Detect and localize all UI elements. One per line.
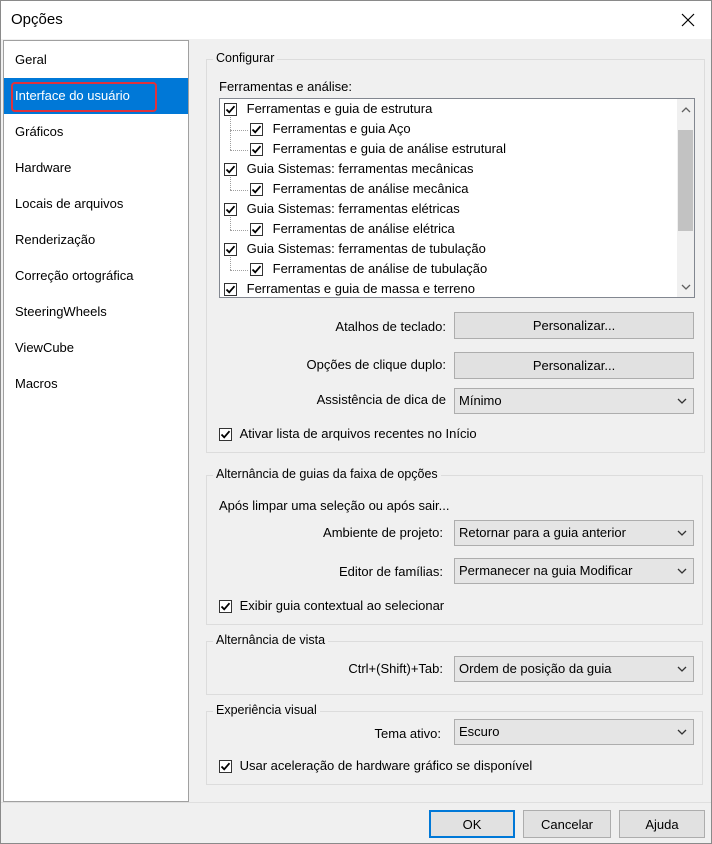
chevron-down-icon <box>677 398 687 404</box>
checkmark-icon <box>251 144 262 155</box>
tooltip-select[interactable] <box>454 388 694 414</box>
recent-files-option[interactable] <box>219 426 477 441</box>
checkbox[interactable] <box>250 223 263 236</box>
checkmark-icon <box>225 244 236 255</box>
tree-item[interactable] <box>224 239 486 259</box>
tree-scrollbar[interactable] <box>677 99 694 297</box>
tree-item-label: Guia Sistemas: ferramentas de tubulação <box>246 241 486 256</box>
view-switch-value: Ordem de posição da guia <box>459 661 612 676</box>
checkbox[interactable] <box>250 123 263 136</box>
family-editor-label: Editor de famílias: <box>338 564 443 579</box>
checkmark-icon <box>225 164 236 175</box>
sidebar-item-renderizacao[interactable]: Renderização <box>15 232 96 247</box>
cancel-button[interactable]: Cancelar <box>523 810 611 838</box>
family-editor-select[interactable] <box>454 558 694 584</box>
sidebar-item-locais[interactable]: Locais de arquivos <box>15 196 124 211</box>
ribbon-title: Alternância de guias da faixa de opções <box>213 467 441 481</box>
help-button[interactable]: Ajuda <box>619 810 705 838</box>
checkbox[interactable] <box>224 203 237 216</box>
tree-item[interactable] <box>224 99 432 119</box>
checkmark-icon <box>251 184 262 195</box>
tree-item-label: Guia Sistemas: ferramentas mecânicas <box>246 161 474 176</box>
scroll-thumb[interactable] <box>678 130 693 231</box>
tree-item[interactable] <box>224 279 475 298</box>
tree-item-label: Ferramentas de análise mecânica <box>272 181 469 196</box>
tree-item[interactable] <box>250 119 411 139</box>
sidebar-item-interface[interactable]: Interface do usuário <box>4 78 188 114</box>
close-icon <box>681 13 695 27</box>
sidebar-item-hardware[interactable]: Hardware <box>15 160 72 175</box>
tree-item-label: Ferramentas e guia Aço <box>272 121 411 136</box>
tree-connector <box>230 270 248 271</box>
tree-item-label: Ferramentas e guia de análise estrutural <box>272 141 507 156</box>
tree-connector <box>230 117 231 150</box>
checkbox[interactable] <box>224 283 237 296</box>
checkbox[interactable] <box>224 243 237 256</box>
visual-title: Experiência visual <box>213 703 320 717</box>
ribbon-after-label: Após limpar uma seleção ou após sair... <box>219 498 450 513</box>
configure-title: Configurar <box>213 51 277 65</box>
checkbox[interactable] <box>224 163 237 176</box>
scroll-down-button[interactable] <box>677 278 694 295</box>
tree-item-label: Ferramentas e guia de massa e terreno <box>246 281 475 296</box>
checkmark-icon <box>225 284 236 295</box>
tree-item[interactable] <box>250 259 487 279</box>
tree-item-label: Ferramentas de análise de tubulação <box>272 261 488 276</box>
checkbox[interactable] <box>250 263 263 276</box>
chevron-down-icon <box>677 666 687 672</box>
checkmark-icon <box>251 224 262 235</box>
contextual-tab-label: Exibir guia contextual ao selecionar <box>239 598 445 613</box>
contextual-tab-checkbox[interactable] <box>219 600 232 613</box>
close-button[interactable] <box>665 1 711 39</box>
chevron-down-icon <box>677 530 687 536</box>
ok-button[interactable]: OK <box>429 810 515 838</box>
footer-separator <box>1 802 711 803</box>
sidebar-item-geral[interactable]: Geral <box>15 52 47 67</box>
category-list <box>3 40 189 802</box>
recent-files-label: Ativar lista de arquivos recentes no Início <box>239 426 477 441</box>
tree-item[interactable] <box>224 199 460 219</box>
scroll-up-button[interactable] <box>677 101 694 118</box>
dialog-title: Opções <box>11 11 63 28</box>
project-env-value: Retornar para a guia anterior <box>459 525 626 540</box>
checkmark-icon <box>251 124 262 135</box>
family-editor-value: Permanecer na guia Modificar <box>459 563 633 578</box>
tree-connector <box>230 130 248 131</box>
chevron-down-icon <box>677 568 687 574</box>
tools-tree <box>219 98 695 298</box>
tree-connector <box>230 150 248 151</box>
tree-connector <box>230 230 248 231</box>
checkmark-icon <box>225 204 236 215</box>
checkbox[interactable] <box>250 143 263 156</box>
tooltip-label: Assistência de dica de <box>316 392 446 407</box>
view-switch-shortcut-label: Ctrl+(Shift)+Tab: <box>348 661 443 676</box>
checkmark-icon <box>225 104 236 115</box>
project-env-select[interactable] <box>454 520 694 546</box>
hw-accel-label: Usar aceleração de hardware gráfico se disponível <box>239 758 533 773</box>
chevron-up-icon <box>681 107 691 113</box>
sidebar-item-viewcube[interactable]: ViewCube <box>15 340 75 355</box>
tree-item-label: Ferramentas de análise elétrica <box>272 221 455 236</box>
chevron-down-icon <box>677 729 687 735</box>
shortcuts-customize-button[interactable]: Personalizar... <box>454 312 694 339</box>
tree-item[interactable] <box>250 219 455 239</box>
checkmark-icon <box>220 761 231 772</box>
view-switch-title: Alternância de vista <box>213 633 328 647</box>
tree-item[interactable] <box>250 139 506 159</box>
tools-label: Ferramentas e análise: <box>219 79 352 94</box>
contextual-tab-option[interactable] <box>219 598 444 613</box>
chevron-down-icon <box>681 284 691 290</box>
double-click-label: Opções de clique duplo: <box>306 357 446 372</box>
sidebar-item-macros[interactable]: Macros <box>15 376 58 391</box>
sidebar-item-steeringwheels[interactable]: SteeringWheels <box>15 304 107 319</box>
tree-item[interactable] <box>250 179 468 199</box>
tree-connector <box>230 190 248 191</box>
checkmark-icon <box>220 601 231 612</box>
hw-accel-checkbox[interactable] <box>219 760 232 773</box>
theme-label: Tema ativo: <box>374 726 441 741</box>
theme-select[interactable] <box>454 719 694 745</box>
project-env-label: Ambiente de projeto: <box>323 525 443 540</box>
double-click-customize-button[interactable]: Personalizar... <box>454 352 694 379</box>
tree-item-label: Ferramentas e guia de estrutura <box>246 101 433 116</box>
tooltip-select-value: Mínimo <box>459 393 502 408</box>
tree-item-label: Guia Sistemas: ferramentas elétricas <box>246 201 460 216</box>
sidebar-item-correcao[interactable]: Correção ortográfica <box>15 268 134 283</box>
tree-item[interactable] <box>224 159 474 179</box>
checkmark-icon <box>251 264 262 275</box>
theme-value: Escuro <box>459 724 500 739</box>
recent-files-checkbox[interactable] <box>219 428 232 441</box>
checkbox[interactable] <box>250 183 263 196</box>
view-switch-select[interactable] <box>454 656 694 682</box>
checkmark-icon <box>220 429 231 440</box>
hw-accel-option[interactable] <box>219 758 532 773</box>
title-bar <box>1 1 711 39</box>
checkbox[interactable] <box>224 103 237 116</box>
sidebar-item-graficos[interactable]: Gráficos <box>15 124 64 139</box>
shortcuts-label: Atalhos de teclado: <box>335 319 446 334</box>
